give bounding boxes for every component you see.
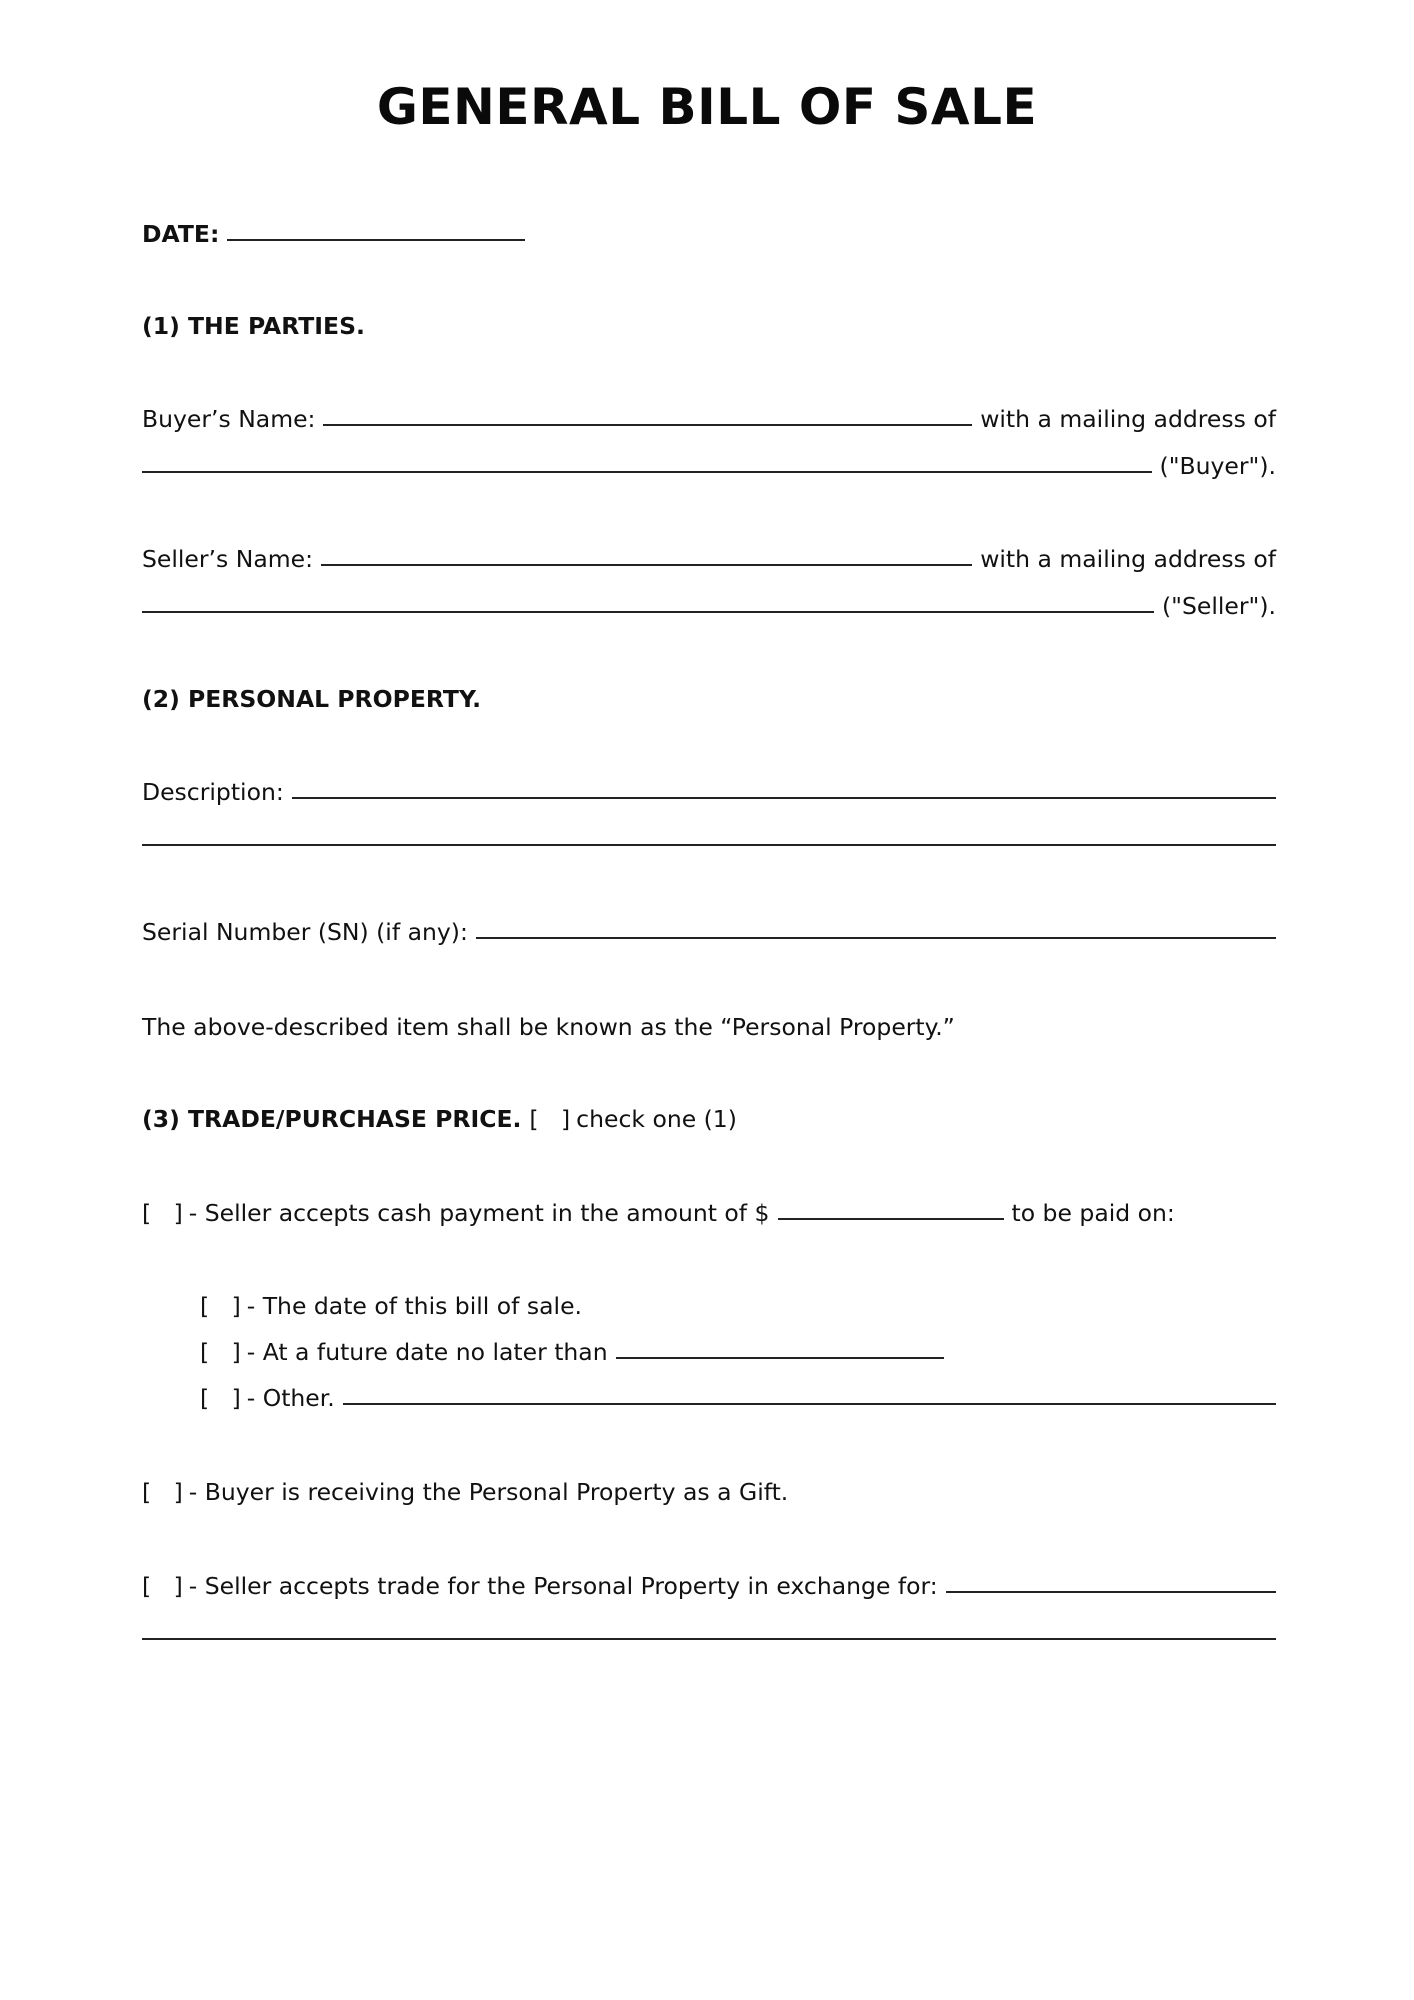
description-row-2 <box>142 813 1276 853</box>
cash-amount-field[interactable] <box>778 1217 1004 1220</box>
other-option-field[interactable] <box>343 1402 1276 1405</box>
trade-field-line-2[interactable] <box>142 1637 1276 1640</box>
cash-checkbox[interactable]: [ ] <box>142 1199 183 1227</box>
seller-address-field[interactable] <box>142 610 1154 613</box>
date-row <box>142 208 533 248</box>
cash-option-text: - Seller accepts cash payment in the amount of $ <box>188 1199 770 1227</box>
buyer-address-field[interactable] <box>142 470 1152 473</box>
date-option-row <box>200 1280 1276 1320</box>
buyer-name-label: Buyer’s Name: <box>142 405 316 433</box>
seller-address-row <box>142 580 1276 620</box>
buyer-address-row <box>142 440 1276 480</box>
price-heading-row <box>142 1093 1276 1133</box>
other-option-text: - Other. <box>246 1384 335 1412</box>
seller-name-field[interactable] <box>321 563 972 566</box>
future-option-checkbox[interactable]: [ ] <box>200 1338 241 1366</box>
trade-option-row <box>142 1560 1276 1600</box>
gift-option-text: - Buyer is receiving the Personal Property as a Gift. <box>188 1478 789 1506</box>
property-heading: (2) PERSONAL PROPERTY. <box>142 685 481 713</box>
price-check-box[interactable]: [ ] <box>529 1105 571 1133</box>
other-option-row <box>200 1372 1276 1412</box>
document-title: GENERAL BILL OF SALE <box>376 78 1038 136</box>
seller-name-row <box>142 533 1276 573</box>
known-as-row <box>142 1001 1276 1041</box>
cash-option-suffix: to be paid on: <box>1011 1199 1175 1227</box>
description-field[interactable] <box>292 796 1276 799</box>
future-date-field[interactable] <box>616 1356 944 1359</box>
serial-row <box>142 906 1276 946</box>
future-option-row <box>200 1326 1276 1366</box>
description-field-line-2[interactable] <box>142 843 1276 846</box>
parties-heading: (1) THE PARTIES. <box>142 312 365 340</box>
buyer-mailing-text: with a mailing address of <box>980 405 1276 433</box>
date-option-checkbox[interactable]: [ ] <box>200 1292 241 1320</box>
trade-option-text: - Seller accepts trade for the Personal Property in exchange for: <box>188 1572 938 1600</box>
price-check-text: check one (1) <box>576 1105 737 1133</box>
future-option-text: - At a future date no later than <box>246 1338 608 1366</box>
seller-mailing-text: with a mailing address of <box>980 545 1276 573</box>
seller-suffix: ("Seller"). <box>1162 592 1276 620</box>
price-heading: (3) TRADE/PURCHASE PRICE. <box>142 1105 522 1133</box>
description-row <box>142 766 1276 806</box>
serial-field[interactable] <box>476 936 1276 939</box>
trade-field[interactable] <box>946 1590 1276 1593</box>
gift-checkbox[interactable]: [ ] <box>142 1478 183 1506</box>
seller-name-label: Seller’s Name: <box>142 545 313 573</box>
known-as-text: The above-described item shall be known as the “Personal Property.” <box>142 1013 955 1041</box>
buyer-name-row <box>142 393 1276 433</box>
parties-heading-row <box>142 300 1276 340</box>
date-field[interactable] <box>227 238 525 241</box>
other-option-checkbox[interactable]: [ ] <box>200 1384 241 1412</box>
buyer-name-field[interactable] <box>323 423 972 426</box>
trade-checkbox[interactable]: [ ] <box>142 1572 183 1600</box>
description-label: Description: <box>142 778 284 806</box>
date-label: DATE: <box>142 220 220 248</box>
date-option-text: - The date of this bill of sale. <box>246 1292 583 1320</box>
trade-row-2 <box>142 1607 1276 1647</box>
property-heading-row <box>142 673 1276 713</box>
cash-option-row <box>142 1187 1276 1227</box>
buyer-suffix: ("Buyer"). <box>1159 452 1276 480</box>
gift-option-row <box>142 1466 1276 1506</box>
serial-label: Serial Number (SN) (if any): <box>142 918 468 946</box>
